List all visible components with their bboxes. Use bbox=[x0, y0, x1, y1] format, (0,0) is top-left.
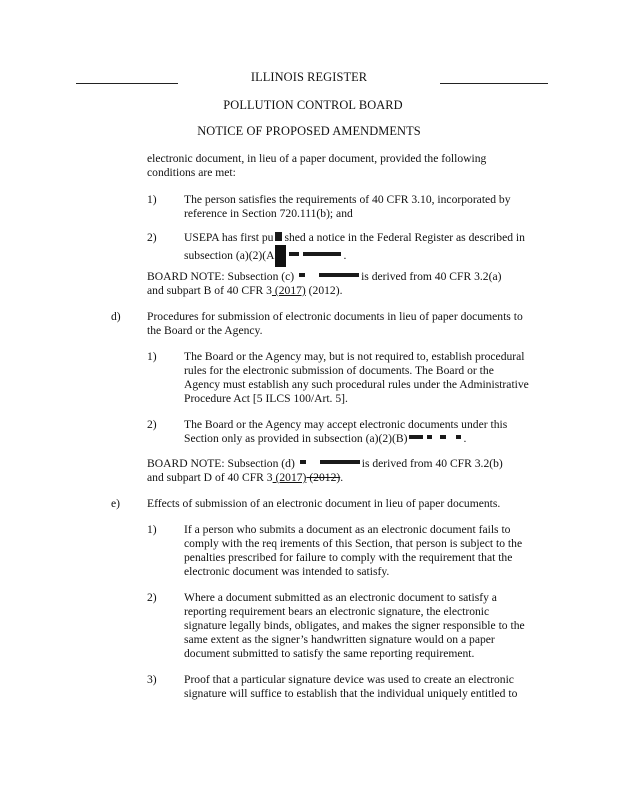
c-item-2-text-d: . bbox=[343, 249, 347, 262]
c-item-1-line-1: The person satisfies the requirements of 40 CFR 3.10, incorporated by bbox=[184, 193, 511, 206]
e-item-1-number: 1) bbox=[147, 523, 157, 536]
e-item-2-number: 2) bbox=[147, 591, 157, 604]
e-item-2-line-2: reporting requirement bears an electronic signature, the electronic bbox=[184, 605, 490, 618]
board-note-d-text-c: and subpart D of 40 CFR 3 bbox=[147, 471, 273, 484]
redaction-mark bbox=[427, 435, 432, 439]
c-item-2-line-1 bbox=[184, 231, 525, 246]
board-note-d-text-d: . bbox=[340, 471, 344, 484]
c-item-2-number: 2) bbox=[147, 231, 157, 244]
board-note-d-inserted-year: (2017) bbox=[272, 471, 307, 484]
board-note-d-deleted-year: (2012) bbox=[306, 471, 341, 484]
redaction-mark bbox=[409, 435, 423, 439]
d-item-2-text-a: Section only as provided in subsection (a)(2)(B) bbox=[184, 432, 408, 445]
c-item-2-line-2 bbox=[184, 245, 346, 267]
c-item-1-number: 1) bbox=[147, 193, 157, 206]
board-note-c-inserted-year: (2017) bbox=[271, 284, 306, 297]
e-item-1-line-2: comply with the req irements of this Section, that person is subject to the bbox=[184, 537, 523, 550]
register-title: ILLINOIS REGISTER bbox=[250, 70, 368, 84]
e-item-1-line-3: penalties prescribed for failure to comply with the requirement that the bbox=[184, 551, 513, 564]
e-item-1-line-4: electronic document was intended to satisfy. bbox=[184, 565, 390, 578]
e-item-3-line-2: signature will suffice to establish that the individual uniquely entitled to bbox=[184, 687, 518, 700]
redaction-mark bbox=[456, 435, 461, 439]
d-item-1-line-4: Procedure Act [5 ILCS 100/Art. 5]. bbox=[184, 392, 348, 405]
d-item-1-line-3: Agency must establish any such procedural rules under the Administrative bbox=[184, 378, 529, 391]
redaction-mark bbox=[299, 273, 305, 277]
section-e-line-1: Effects of submission of an electronic document in lieu of paper documents. bbox=[147, 497, 501, 510]
c-item-2-text-c: subsection (a)(2)(A bbox=[184, 249, 275, 262]
c-item-2-text-a: USEPA has first pu bbox=[184, 231, 274, 244]
board-note-c-text-a: BOARD NOTE: Subsection (c) bbox=[147, 270, 298, 283]
d-item-2-text-b: . bbox=[463, 432, 467, 445]
intro-line-1: electronic document, in lieu of a paper document, provided the following bbox=[147, 152, 487, 165]
section-d-number: d) bbox=[111, 310, 121, 323]
e-item-2-line-4: same extent as the signer’s handwritten signature would on a paper bbox=[184, 633, 495, 646]
redaction-mark bbox=[275, 245, 286, 267]
e-item-2-line-1: Where a document submitted as an electronic document to satisfy a bbox=[184, 591, 497, 604]
c-item-1-line-2: reference in Section 720.111(b); and bbox=[184, 207, 353, 220]
section-d-line-2: the Board or the Agency. bbox=[147, 324, 263, 337]
board-note-c-text-b: is derived from 40 CFR 3.2(a) bbox=[361, 270, 502, 283]
redaction-mark bbox=[300, 460, 306, 464]
board-note-c-line-2 bbox=[147, 284, 343, 299]
board-note-d-line-2 bbox=[147, 471, 343, 486]
section-e-number: e) bbox=[111, 497, 121, 510]
board-note-d-text-b: is derived from 40 CFR 3.2(b) bbox=[361, 457, 503, 470]
d-item-2-number: 2) bbox=[147, 418, 157, 431]
d-item-1-number: 1) bbox=[147, 350, 157, 363]
d-item-2-line-2 bbox=[184, 432, 466, 447]
d-item-1-line-2: rules for the electronic submission of documents. The Board or the bbox=[184, 364, 494, 377]
board-note-c-old-year: (2012). bbox=[305, 284, 343, 297]
board-title: POLLUTION CONTROL BOARD bbox=[223, 98, 403, 112]
intro-line-2: conditions are met: bbox=[147, 166, 236, 179]
board-note-d-line-1 bbox=[147, 457, 503, 472]
notice-title: NOTICE OF PROPOSED AMENDMENTS bbox=[197, 124, 421, 138]
redaction-mark bbox=[289, 252, 299, 256]
board-note-c-line-1 bbox=[147, 270, 501, 285]
section-d-line-1: Procedures for submission of electronic documents in lieu of paper documents to bbox=[147, 310, 523, 323]
d-item-1-line-1: The Board or the Agency may, but is not required to, establish procedural bbox=[184, 350, 525, 363]
d-item-2-line-1: The Board or the Agency may accept electronic documents under this bbox=[184, 418, 508, 431]
c-item-2-text-b: shed a notice in the Federal Register as described in bbox=[284, 231, 525, 244]
redaction-mark bbox=[275, 232, 282, 241]
redaction-mark bbox=[303, 252, 341, 256]
board-note-d-text-a: BOARD NOTE: Subsection (d) bbox=[147, 457, 298, 470]
redaction-mark bbox=[440, 435, 446, 439]
e-item-1-line-1: If a person who submits a document as an electronic document fails to bbox=[184, 523, 511, 536]
e-item-2-line-5: document submitted to satisfy the same reporting requirement. bbox=[184, 647, 475, 660]
e-item-2-line-3: signature legally binds, obligates, and makes the signer responsible to the bbox=[184, 619, 525, 632]
board-note-c-text-c: and subpart B of 40 CFR 3 bbox=[147, 284, 272, 297]
e-item-3-line-1: Proof that a particular signature device was used to create an electronic bbox=[184, 673, 514, 686]
redaction-mark bbox=[319, 273, 359, 277]
redaction-mark bbox=[320, 460, 360, 464]
e-item-3-number: 3) bbox=[147, 673, 157, 686]
